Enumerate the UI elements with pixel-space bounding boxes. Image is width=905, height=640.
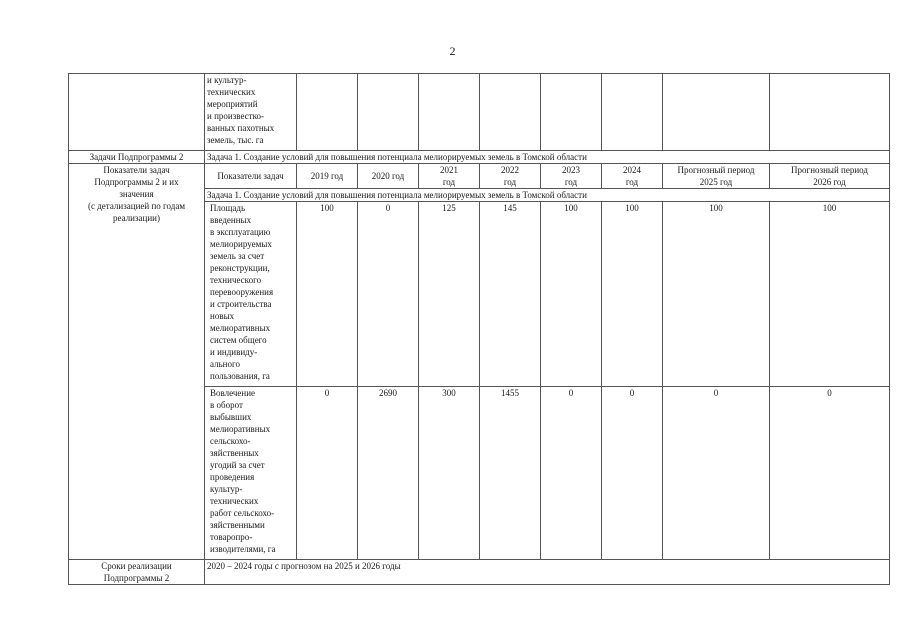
indicator-value: 100 bbox=[602, 202, 663, 387]
terms-text: 2020 – 2024 годы с прогнозом на 2025 и 2026 годы bbox=[205, 560, 890, 585]
indicator-value: 2690 bbox=[358, 387, 419, 560]
tasks-label: Задачи Подпрограммы 2 bbox=[69, 151, 205, 164]
empty-cell bbox=[663, 74, 770, 151]
empty-cell bbox=[358, 74, 419, 151]
indicator-value: 100 bbox=[663, 202, 770, 387]
header-forecast-year: Прогнозный период 2026 год bbox=[770, 164, 890, 189]
header-forecast-year: Прогнозный период 2025 год bbox=[663, 164, 770, 189]
empty-cell bbox=[602, 74, 663, 151]
indicator-value: 0 bbox=[663, 387, 770, 560]
page-number: 2 bbox=[449, 44, 456, 58]
indicator-value: 1455 bbox=[480, 387, 541, 560]
indicator-value: 0 bbox=[602, 387, 663, 560]
indicator-value: 145 bbox=[480, 202, 541, 387]
header-year: 2019 год bbox=[297, 164, 358, 189]
indicator-name-cell: и культур- технических мероприятий и произвестко- ванных пахотных земель, тыс. га bbox=[205, 74, 297, 151]
header-year: 2020 год bbox=[358, 164, 419, 189]
indicator-name: Площадь введенных в эксплуатацию мелиорируемых земель за счет реконструкции, технического перевооружения и строительства новых мелиоративных систем общего и индивиду- ального пользования, га bbox=[205, 202, 297, 387]
empty-cell bbox=[541, 74, 602, 151]
table-row-continuation bbox=[69, 74, 890, 151]
subprogram-table bbox=[68, 73, 890, 585]
indicator-value: 0 bbox=[358, 202, 419, 387]
header-year: 2023 год bbox=[541, 164, 602, 189]
header-indicator: Показатели задач bbox=[205, 164, 297, 189]
table-row-tasks bbox=[69, 151, 890, 164]
header-year: 2022 год bbox=[480, 164, 541, 189]
indicator-value: 0 bbox=[541, 387, 602, 560]
empty-cell bbox=[69, 74, 205, 151]
empty-cell bbox=[297, 74, 358, 151]
indicator-value: 100 bbox=[297, 202, 358, 387]
indicator-value: 0 bbox=[770, 387, 890, 560]
indicator-task-text: Задача 1. Создание условий для повышения потенциала мелиорируемых земель в Томской области bbox=[205, 189, 890, 202]
terms-label: Сроки реализации Подпрограммы 2 bbox=[69, 560, 205, 585]
indicator-value: 100 bbox=[770, 202, 890, 387]
indicator-value: 125 bbox=[419, 202, 480, 387]
empty-cell bbox=[419, 74, 480, 151]
empty-cell bbox=[480, 74, 541, 151]
indicator-value: 300 bbox=[419, 387, 480, 560]
table-row-indicators-header bbox=[69, 164, 890, 189]
empty-cell bbox=[770, 74, 890, 151]
indicators-label: Показатели задач Подпрограммы 2 и их значения (с детализацией по годам реализации) bbox=[69, 164, 205, 560]
indicator-value: 0 bbox=[297, 387, 358, 560]
indicator-name: Вовлечение в оборот выбывших мелиоративных сельскохо- зяйственных угодий за счет проведения культур- технических работ сельскохо- зяйственными товаропро- изводителями, га bbox=[205, 387, 297, 560]
indicator-value: 100 bbox=[541, 202, 602, 387]
table-row-terms bbox=[69, 560, 890, 585]
header-year: 2021 год bbox=[419, 164, 480, 189]
header-year: 2024 год bbox=[602, 164, 663, 189]
tasks-text: Задача 1. Создание условий для повышения потенциала мелиорируемых земель в Томской области bbox=[205, 151, 890, 164]
